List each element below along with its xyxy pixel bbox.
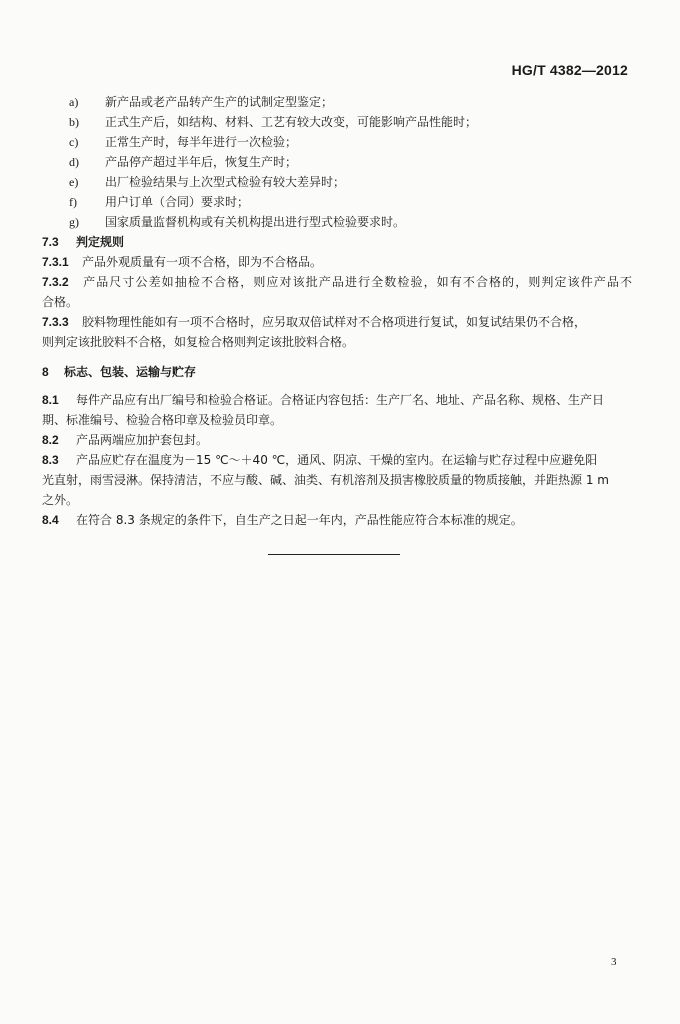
clause-7-3-1 [42, 252, 632, 272]
list-item-text: 国家质量监督机构或有关机构提出进行型式检验要求时。 [105, 215, 406, 229]
list-item-label: a) [69, 95, 79, 109]
clause-7-3-2 [42, 272, 632, 312]
section-title: 判定规则 [76, 235, 125, 249]
section-number: 7.3 [42, 235, 59, 249]
type-test-conditions-list [42, 92, 632, 232]
section-number: 8 [42, 365, 49, 379]
end-rule [268, 554, 400, 555]
section-title: 标志、包装、运输与贮存 [64, 365, 197, 379]
list-item-text: 出厂检验结果与上次型式检验有较大差异时； [105, 175, 346, 189]
standard-number: HG/T 4382—2012 [511, 62, 628, 78]
list-item-label: e) [69, 175, 79, 189]
list-item [42, 112, 632, 132]
clause-8-4 [42, 510, 632, 530]
list-item [42, 172, 632, 192]
clause-8-3 [42, 450, 632, 510]
list-item-label: c) [69, 135, 79, 149]
clause-8-2 [42, 430, 632, 450]
clause-number: 7.3.3 [42, 315, 69, 329]
section-heading-8 [42, 362, 632, 382]
list-item-text: 产品停产超过半年后，恢复生产时； [105, 155, 298, 169]
list-item-text: 新产品或老产品转产生产的试制定型鉴定； [105, 95, 334, 109]
list-item-text: 正常生产时，每半年进行一次检验； [105, 135, 298, 149]
list-item-label: d) [69, 155, 79, 169]
clause-text: 在符合 8.3 条规定的条件下，自生产之日起一年内，产品性能应符合本标准的规定。 [76, 513, 523, 527]
clause-text: 产品应贮存在温度为－15 ℃～＋40 ℃，通风、阴凉、干燥的室内。在运输与贮存过程中应避免阳 [76, 453, 598, 467]
clause-text: 产品外观质量有一项不合格，即为不合格品。 [82, 255, 323, 269]
list-item [42, 212, 632, 232]
clause-text: 产品尺寸公差如抽检不合格，则应对该批产品进行全数检验，如有不合格的，则判定该件产品不 [82, 275, 632, 289]
list-item [42, 92, 632, 112]
clause-text: 光直射，雨雪浸淋。保持清洁，不应与酸、碱、油类、有机溶剂及损害橡胶质量的物质接触，并距热源 1 m [42, 473, 609, 487]
list-item [42, 132, 632, 152]
body-text [42, 92, 632, 530]
list-item-text: 正式生产后，如结构、材料、工艺有较大改变，可能影响产品性能时； [105, 115, 478, 129]
section-heading-7-3 [42, 232, 632, 252]
clause-7-3-3 [42, 312, 632, 352]
clause-text: 则判定该批胶料不合格，如复检合格则判定该批胶料合格。 [42, 335, 355, 349]
clause-number: 8.3 [42, 453, 59, 467]
clause-8-1 [42, 390, 632, 430]
clause-text: 产品两端应加护套包封。 [76, 433, 209, 447]
clause-text: 期、标准编号、检验合格印章及检验员印章。 [42, 413, 283, 427]
list-item-label: b) [69, 115, 79, 129]
clause-number: 8.2 [42, 433, 59, 447]
clause-text: 胶料物理性能如有一项不合格时，应另取双倍试样对不合格项进行复试，如复试结果仍不合格， [82, 315, 587, 329]
clause-number: 8.1 [42, 393, 59, 407]
page-number: 3 [611, 956, 617, 968]
list-item-label: g) [69, 215, 79, 229]
clause-number: 8.4 [42, 513, 59, 527]
list-item-label: f) [69, 195, 77, 209]
list-item [42, 152, 632, 172]
list-item [42, 192, 632, 212]
clause-number: 7.3.2 [42, 275, 69, 289]
clause-text: 之外。 [42, 493, 79, 507]
clause-text: 合格。 [42, 295, 79, 309]
clause-text: 每件产品应有出厂编号和检验合格证。合格证内容包括：生产厂名、地址、产品名称、规格、生产日 [76, 393, 605, 407]
clause-number: 7.3.1 [42, 255, 69, 269]
list-item-text: 用户订单（合同）要求时； [105, 195, 250, 209]
